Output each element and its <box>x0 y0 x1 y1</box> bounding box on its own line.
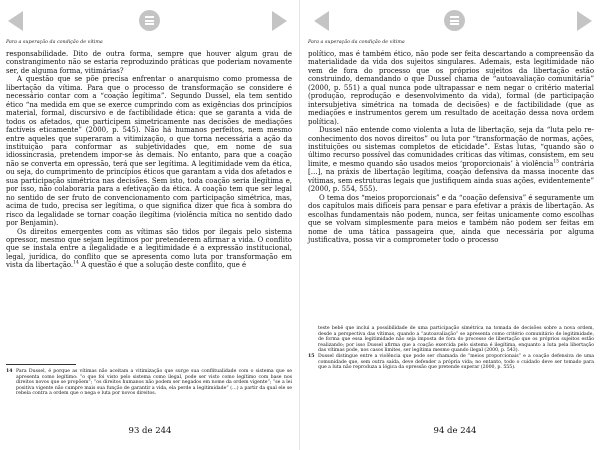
page-number: 93 de 244 <box>128 426 172 436</box>
running-head: Para a superação da condição de vítima <box>6 40 103 45</box>
footnote-text: teste bebê que inclui a possibilidade de uma participação simétrica na tomada de decisões sobre a nova ordem, desde a perspectiva das vítimas, quando a “autoavaliação” se apresenta como critério comunitário de legitimidade, de forma que essa legitimidade não seja imposta de fora do processo de libertação que os próprios sujeitos estão realizando; por isso Dussel afirma que a coação exercida pelo sistema é ilegítima, enquanto a luta pela libertação das vítimas pode, nos casos limites, ser legítima mesmo quando ilegal (2000, p. 543). <box>318 326 594 354</box>
next-page-icon[interactable] <box>577 11 592 31</box>
footnote-reference[interactable]: 15 <box>553 159 560 165</box>
next-page-icon[interactable] <box>272 11 287 31</box>
page-number: 94 de 244 <box>433 426 477 436</box>
footnote-text: Dussel distingue entre a violência que pode ser chamada de “meios proporcionais” e a coação defensiva de uma comunidade que, sem outra saída, deve defender a própria vida; no entanto, todo o cuidado deve ser tomado para que a luta não reproduza a lógica da opressão que pretende superar (2000, p. 555). <box>318 353 594 371</box>
table-of-contents-icon[interactable] <box>139 10 160 31</box>
running-head: Para a superação da condição de vítima <box>308 40 405 45</box>
paragraph: político, mas é também ético, não pode ser feita descartando a compreensão da materialidade da vida dos sujeitos singulares. Ademais, esta legitimidade não vem de fora do processo que os próprios sujeitos da libertação estão construindo, demandando o que Dussel chama de “autoavaliação comunitária” (2000, p. 551) a qual nunca pode ultrapassar e nem negar o critério material (produção, reprodução e desenvolvimento da vida), formal (de participação intersubjetiva simétrica na tomada de decisões) e de factibilidade (que as mediações e instrumentos gerem um resultado de aceitação dessa nova ordem política). <box>308 50 594 126</box>
footnote-divider <box>6 364 76 365</box>
footnotes <box>6 364 292 397</box>
footnote <box>308 354 594 371</box>
paragraph-text: A questão é que a solução deste conflito, que é <box>81 261 247 270</box>
body-text <box>308 50 594 244</box>
paragraph <box>308 126 594 194</box>
previous-page-icon[interactable] <box>314 11 329 31</box>
previous-page-icon[interactable] <box>8 11 23 31</box>
paragraph: O tema dos “meios proporcionais” e da “coação defensiva” é seguramente um dos capítulos mais difíceis para pensar e para efetivar a práxis de libertação. As escolhas fundamentais não podem, nunca, ser feitas unicamente como escolhas que se volvam simplesmente para meios e também não podem ser feitas em nome de uma tática passageira que, ainda que necessária por alguma justificativa, possa vir a comprometer todo o processo <box>308 193 594 244</box>
paragraph: A questão que se põe precisa enfrentar o anarquismo como promessa de libertação da vítima. Para que o processo de transformação se considere é necessário contar com a “coação legítima”. Segundo Dussel, ela tem sentido ético “na medida em que se exerce cumprindo com as exigências dos princípios material, formal, discursivo e de factibilidade ética: que se garanta a vida de todos os afetados, que participem simetricamente nas decisões de mediações factíveis eticamente” (2000, p. 545). Não há humanos perfeitos, nem mesmo entre aqueles que superaram a vitimização, o que torna necessária a ação da instituição para conformar as subjetividades que, em nome de sua idiossincrasia, pretendem impor-se às demais. No entanto, para que a coação não se converta em opressão, terá que ser legítima. A legitimidade vem da ética, ou seja, do cumprimento de princípios éticos que garantam a vida dos afetados e sua participação simétrica nas decisões. Sem isto, toda coação seria ilegítima e, por isso, não colaboraria para a efetivação da ética. A coação tem que ser legal no sentido de ser fruto de convencionamento com participação simétrica, mas, acima de tudo, precisa ser legítima, o que significa dizer que fica à sombra do risco da legalidade se tornar coação ilegítima (violência mítica no sentido dado por Benjamin). <box>6 75 292 228</box>
footnote <box>308 326 594 354</box>
body-text <box>6 50 292 270</box>
paragraph-text: contrária […], na práxis de libertação legítima, coação defensiva da massa inocente das vítimas, sem estruturas legais que justifiquem ainda suas ações, evidentemente” (2000, p. 554, 555). <box>308 159 594 194</box>
paragraph-text: Os direitos emergentes com as vítimas são tidos por ilegais pelo sistema opressor, mesmo que sejam legítimos por pretenderem afirmar a vida. O conflito que se instala entre a ilegalidade e a legitimidade é a expressão institucional, legal, jurídica, do conflito que se apresenta como luta por transformação em vista da libertação. <box>6 227 292 270</box>
paragraph-text: Dussel não entende como violenta a luta de libertação, seja da “luta pelo re-conhecimento dos novos direitos” ou luta por “transformação de normas, ações, instituições ou sistemas completos de eticidade”. Estas lutas, “quando são o último recurso possível das comunidades críticas das vítimas, consistem, em seu limite, e mesmo quando são usados meios ‘proporcionais’ à violência <box>308 126 594 168</box>
table-of-contents-icon[interactable] <box>444 10 465 31</box>
paragraph: responsabilidade. Dito de outra forma, sempre que houver algum grau de constrangimento não se estaria reproduzindo práticas que poderiam novamente ser, de alguma forma, vitimárias? <box>6 50 292 75</box>
right-page <box>300 0 600 450</box>
footnote-number: 15 <box>308 353 315 359</box>
footnote-text: Para Dussel, é porque as vítimas não aceitam a vitimização que surge sua conflitualidade com o sistema que se apresenta como legítimo: “o que foi visto pelo sistema como ilegal, pode ser visto como legítimo com base nos direitos novos que se propõem”; “os direitos humanos não podem ser negados em nome da ordem vigente”; “se a lei positiva vigente não cumpre mais sua função de garantir a vida, ela perde a legitimidade” (…) a partir da qual ele se rebela contra a ordem que o nega e luta por novos direitos. <box>16 369 292 397</box>
footnote-number: 14 <box>6 369 13 374</box>
paragraph <box>6 228 292 270</box>
footnotes <box>308 326 594 371</box>
footnote <box>6 369 292 397</box>
footnote-reference[interactable]: 14 <box>73 261 79 267</box>
